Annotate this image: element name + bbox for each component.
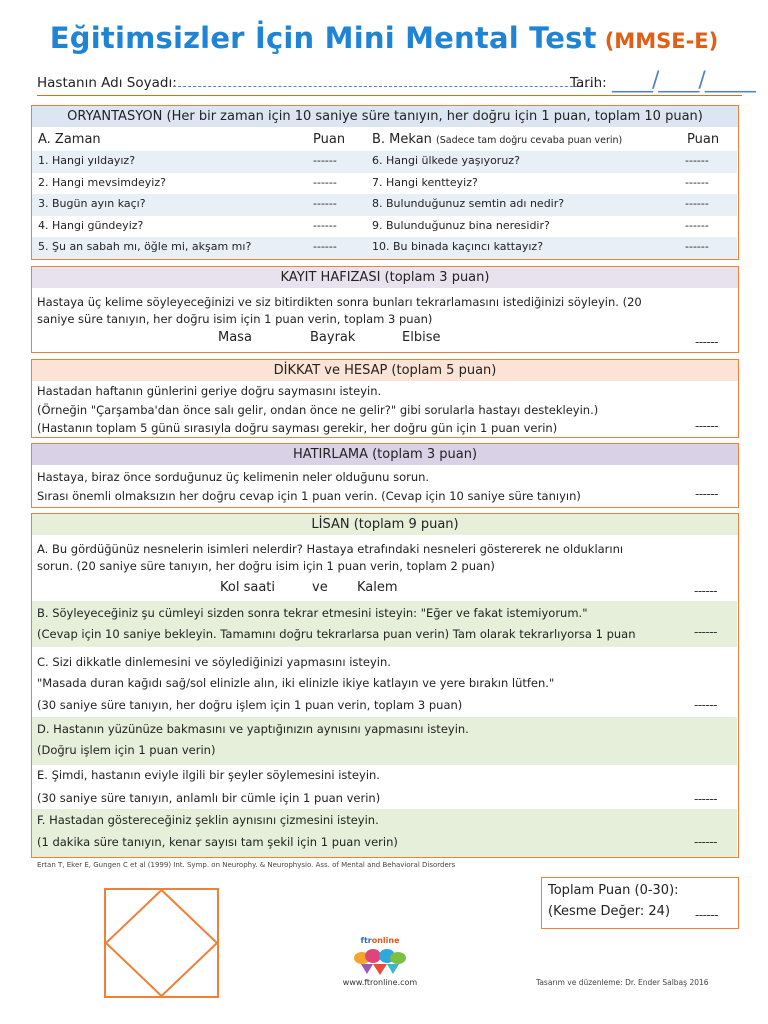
table-row [32, 173, 737, 195]
score-blank[interactable]: ------ [694, 698, 717, 712]
recall-section [31, 443, 739, 508]
reference-citation: Ertan T, Eker E, Gungen C et al (1999) Int. Symp. on Neurophy. & Neurophysio. Ass. of Mental and Behavioral Disorders [37, 861, 456, 869]
diamond-figure [106, 890, 217, 996]
time-header: A. Zaman [38, 132, 101, 147]
attention-section [31, 359, 739, 438]
score-blank[interactable]: ------ [695, 419, 718, 433]
total-score-box [541, 877, 739, 929]
attention-instruction-3: (Hastanın toplam 5 günü sırasıyla doğru sayması gerekir, her doğru gün için 1 puan verin) [37, 421, 558, 435]
recall-instruction-2: Sırası önemli olmaksızın her doğru cevap için 1 puan verin. (Cevap için 10 saniye süre tanıyın) [37, 489, 581, 503]
time-question: 1. Hangi yıldayız? [38, 154, 136, 167]
item-c-instruction-3: (30 saniye süre tanıyın, her doğru işlem için 1 puan verin, toplam 3 puan) [37, 698, 463, 712]
item-d-instruction-1: D. Hastanın yüzünüze bakmasını ve yaptığınızın aynısını yapmasını isteyin. [37, 722, 469, 736]
time-question: 4. Hangi gündeyiz? [38, 218, 144, 232]
date-label: Tarih: [570, 75, 607, 91]
item-c-instruction-1: C. Sizi dikkatle dinlemesini ve söylediğinizi yapmasını isteyin. [37, 655, 391, 669]
date-field[interactable]: ____/____/_____ [612, 68, 755, 93]
copy-figure [104, 888, 219, 998]
score-blank[interactable]: ------ [313, 154, 337, 167]
object-word: ve [312, 580, 328, 595]
time-question: 2. Hangi mevsimdeyiz? [38, 175, 166, 189]
score-blank[interactable]: ------ [313, 240, 337, 253]
score-blank[interactable]: ------ [694, 835, 717, 849]
logo-wordmark [330, 936, 430, 945]
registration-word: Elbise [402, 330, 441, 345]
score-blank[interactable]: ------ [313, 218, 337, 232]
recall-heading: HATIRLAMA (toplam 3 puan) [32, 444, 738, 465]
table-row [32, 237, 737, 259]
item-e-instruction-1: E. Şimdi, hastanın eviyle ilgili bir şeyler söylemesini isteyin. [37, 768, 380, 782]
score-blank[interactable]: ------ [694, 792, 717, 806]
score-blank[interactable]: ------ [685, 218, 709, 232]
place-question: 8. Bulunduğunuz semtin adı nedir? [372, 197, 565, 210]
language-item-b [32, 601, 737, 647]
language-item-d [32, 717, 737, 765]
place-question: 6. Hangi ülkede yaşıyoruz? [372, 154, 520, 167]
item-a-instruction-1: A. Bu gördüğünüz nesnelerin isimleri nelerdir? Hastaya etrafındaki nesneleri göstererek ne olduklarını [37, 542, 624, 556]
item-f-instruction-2: (1 dakika süre tanıyın, kenar sayısı tam şekil için 1 puan verin) [37, 835, 398, 849]
title-abbr: (MMSE-E) [604, 29, 719, 53]
registration-instruction-2: saniye süre tanıyın, her doğru isim için 1 puan verin, toplam 3 puan) [37, 312, 433, 326]
ftronline-logo [330, 936, 430, 992]
patient-info-row [37, 68, 755, 96]
registration-heading: KAYIT HAFIZASI (toplam 3 puan) [32, 267, 738, 288]
patient-name-field[interactable] [173, 86, 598, 87]
attention-heading: DİKKAT ve HESAP (toplam 5 puan) [32, 360, 738, 381]
logo-brand-a: ftr [360, 936, 372, 945]
orientation-header-row [32, 129, 737, 151]
item-c-instruction-2: "Masada duran kağıdı sağ/sol elinizle alın, iki elinizle ikiye katlayın ve yere bırakın lütfen." [37, 676, 555, 690]
language-heading: LİSAN (toplam 9 puan) [32, 514, 738, 535]
place-header-note: (Sadece tam doğru cevaba puan verin) [436, 135, 623, 146]
score-blank[interactable]: ------ [694, 625, 717, 639]
logo-brand-b: online [371, 936, 400, 945]
patient-name-label: Hastanın Adı Soyadı: [37, 75, 177, 91]
attention-instruction-1: Hastadan haftanın günlerini geriye doğru saymasını isteyin. [37, 384, 382, 398]
time-question: 3. Bugün ayın kaçı? [38, 197, 146, 210]
score-blank[interactable]: ------ [694, 584, 717, 598]
score-blank[interactable]: ------ [313, 197, 337, 210]
registration-word: Bayrak [310, 330, 356, 345]
registration-word: Masa [218, 330, 252, 345]
table-row [32, 216, 737, 238]
language-item-c [32, 647, 737, 717]
recall-instruction-1: Hastaya, biraz önce sorduğunuz üç kelimenin neler olduğunu sorun. [37, 470, 430, 484]
place-header [372, 132, 622, 147]
score-header: Puan [313, 132, 346, 147]
title-text: Eğitimsizler İçin Mini Mental Test [49, 21, 597, 55]
object-word: Kol saati [220, 580, 275, 595]
item-e-instruction-2: (30 saniye süre tanıyın, anlamlı bir cümle için 1 puan verin) [37, 791, 381, 805]
object-word: Kalem [357, 580, 398, 595]
flower-icon [353, 946, 407, 976]
place-question: 10. Bu binada kaçıncı kattayız? [372, 240, 544, 253]
item-a-instruction-2: sorun. (20 saniye süre tanıyın, her doğru isim için 1 puan verin, toplam 2 puan) [37, 559, 495, 573]
orientation-heading: ORYANTASYON (Her bir zaman için 10 saniye süre tanıyın, her doğru için 1 puan, toplam 10 puan) [32, 106, 738, 127]
orientation-table [32, 129, 737, 259]
score-blank[interactable]: ------ [685, 197, 709, 210]
score-blank[interactable]: ------ [685, 154, 709, 167]
logo-url[interactable]: www.ftronline.com [342, 978, 418, 987]
score-blank[interactable]: ------ [685, 240, 709, 253]
attention-instruction-2: (Örneğin "Çarşamba'dan önce salı gelir, ondan önce ne gelir?" gibi sorularla hastayı destekleyin.) [37, 403, 599, 417]
page-title [0, 16, 768, 65]
cutoff-label: (Kesme Değer: 24) [548, 904, 671, 919]
score-blank[interactable]: ------ [695, 335, 718, 349]
place-header-text: B. Mekan [372, 132, 432, 147]
score-blank[interactable]: ------ [313, 175, 337, 189]
score-blank[interactable]: ------ [695, 487, 718, 501]
time-question: 5. Şu an sabah mı, öğle mi, akşam mı? [38, 240, 252, 253]
total-score-label: Toplam Puan (0-30): [548, 883, 679, 898]
total-score-blank[interactable]: ------ [695, 908, 718, 922]
place-question: 9. Bulunduğunuz bina neresidir? [372, 218, 550, 232]
language-section [31, 513, 739, 858]
language-item-a [32, 535, 737, 601]
registration-instruction-1: Hastaya üç kelime söyleyeceğinizi ve siz bitirdikten sonra bunları tekrarlamasını istediğinizi söyleyin. (20 [37, 295, 642, 309]
score-header: Puan [687, 132, 720, 147]
item-b-instruction-2: (Cevap için 10 saniye bekleyin. Tamamını doğru tekrarlarsa puan verin) Tam olarak tekrarlıyorsa 1 puan [37, 627, 636, 641]
registration-section [31, 266, 739, 353]
item-b-instruction-1: B. Söyleyeceğiniz şu cümleyi sizden sonra tekrar etmesini isteyin: "Eğer ve fakat istemiyorum." [37, 606, 588, 620]
language-item-f [32, 809, 737, 857]
table-row [32, 194, 737, 216]
score-blank[interactable]: ------ [685, 175, 709, 189]
place-question: 7. Hangi kentteyiz? [372, 175, 478, 189]
design-credit: Tasarım ve düzenleme: Dr. Ender Salbaş 2016 [536, 978, 709, 987]
language-item-e [32, 765, 737, 809]
table-row [32, 151, 737, 173]
orientation-section [31, 105, 739, 260]
item-f-instruction-1: F. Hastadan göstereceğiniz şeklin aynısını çizmesini isteyin. [37, 813, 379, 827]
item-d-instruction-2: (Doğru işlem için 1 puan verin) [37, 743, 216, 757]
